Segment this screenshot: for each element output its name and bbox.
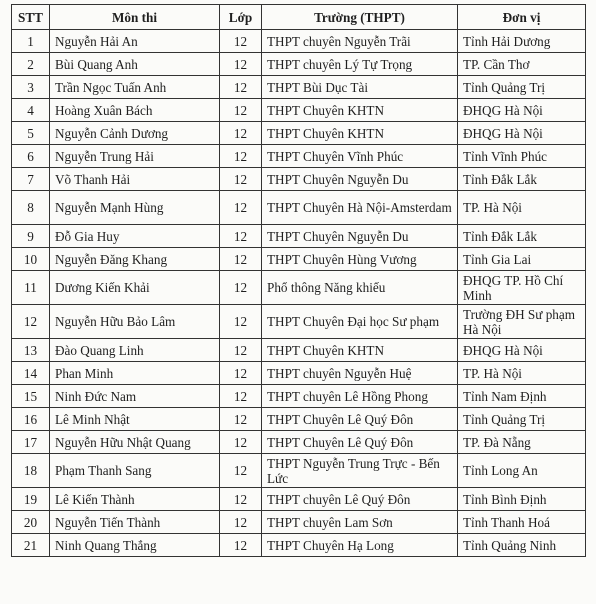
row-school: THPT Chuyên KHTN xyxy=(262,122,458,145)
row-school: THPT Nguyễn Trung Trực - Bến Lức xyxy=(262,454,458,488)
row-name: Lê Minh Nhật xyxy=(50,408,220,431)
header-don-vi: Đơn vị xyxy=(458,5,586,30)
row-lop: 12 xyxy=(220,76,262,99)
row-unit: Tỉnh Long An xyxy=(458,454,586,488)
table-row xyxy=(12,305,586,339)
table-row xyxy=(12,30,586,53)
row-name: Ninh Đức Nam xyxy=(50,385,220,408)
row-school: THPT Chuyên KHTN xyxy=(262,339,458,362)
row-lop: 12 xyxy=(220,145,262,168)
row-name: Nguyễn Hữu Nhật Quang xyxy=(50,431,220,454)
row-school: THPT chuyên Lê Quý Đôn xyxy=(262,488,458,511)
row-stt: 6 xyxy=(12,145,50,168)
row-stt: 7 xyxy=(12,168,50,191)
row-stt: 9 xyxy=(12,225,50,248)
table-row xyxy=(12,454,586,488)
table-row xyxy=(12,431,586,454)
row-lop: 12 xyxy=(220,534,262,557)
table-header-row xyxy=(12,5,586,30)
student-list-table xyxy=(11,4,586,557)
row-lop: 12 xyxy=(220,225,262,248)
row-name: Dương Kiến Khải xyxy=(50,271,220,305)
table-row xyxy=(12,122,586,145)
table-row xyxy=(12,99,586,122)
row-school: THPT Chuyên Lê Quý Đôn xyxy=(262,431,458,454)
row-name: Nguyễn Hữu Bảo Lâm xyxy=(50,305,220,339)
row-stt: 17 xyxy=(12,431,50,454)
row-lop: 12 xyxy=(220,408,262,431)
row-lop: 12 xyxy=(220,511,262,534)
row-stt: 18 xyxy=(12,454,50,488)
table-row xyxy=(12,511,586,534)
table-row xyxy=(12,385,586,408)
row-lop: 12 xyxy=(220,99,262,122)
row-school: THPT chuyên Lý Tự Trọng xyxy=(262,53,458,76)
row-stt: 4 xyxy=(12,99,50,122)
row-school: THPT Chuyên Vĩnh Phúc xyxy=(262,145,458,168)
row-school: THPT Chuyên Lê Quý Đôn xyxy=(262,408,458,431)
table-row xyxy=(12,488,586,511)
header-mon-thi: Môn thi xyxy=(50,5,220,30)
row-stt: 20 xyxy=(12,511,50,534)
row-lop: 12 xyxy=(220,271,262,305)
row-lop: 12 xyxy=(220,454,262,488)
row-unit: Trường ĐH Sư phạm Hà Nội xyxy=(458,305,586,339)
row-unit: ĐHQG Hà Nội xyxy=(458,122,586,145)
row-stt: 13 xyxy=(12,339,50,362)
row-name: Võ Thanh Hải xyxy=(50,168,220,191)
row-name: Trần Ngọc Tuấn Anh xyxy=(50,76,220,99)
row-school: THPT chuyên Lam Sơn xyxy=(262,511,458,534)
row-name: Ninh Quang Thắng xyxy=(50,534,220,557)
row-school: THPT Chuyên Hạ Long xyxy=(262,534,458,557)
row-name: Phạm Thanh Sang xyxy=(50,454,220,488)
row-stt: 21 xyxy=(12,534,50,557)
row-school: THPT Chuyên Đại học Sư phạm xyxy=(262,305,458,339)
table-row xyxy=(12,408,586,431)
row-unit: TP. Cần Thơ xyxy=(458,53,586,76)
row-lop: 12 xyxy=(220,362,262,385)
row-unit: TP. Đà Nẵng xyxy=(458,431,586,454)
table-row xyxy=(12,191,586,225)
row-name: Nguyễn Tiến Thành xyxy=(50,511,220,534)
row-stt: 10 xyxy=(12,248,50,271)
table-row xyxy=(12,534,586,557)
row-unit: Tỉnh Đắk Lắk xyxy=(458,168,586,191)
row-unit: Tỉnh Gia Lai xyxy=(458,248,586,271)
row-school: THPT chuyên Nguyễn Trãi xyxy=(262,30,458,53)
row-unit: ĐHQG Hà Nội xyxy=(458,99,586,122)
header-stt: STT xyxy=(12,5,50,30)
row-stt: 19 xyxy=(12,488,50,511)
row-lop: 12 xyxy=(220,53,262,76)
table-row xyxy=(12,362,586,385)
row-school: THPT chuyên Nguyễn Huệ xyxy=(262,362,458,385)
row-stt: 8 xyxy=(12,191,50,225)
row-unit: ĐHQG TP. Hồ Chí Minh xyxy=(458,271,586,305)
row-stt: 15 xyxy=(12,385,50,408)
row-unit: Tỉnh Bình Định xyxy=(458,488,586,511)
row-school: THPT chuyên Lê Hồng Phong xyxy=(262,385,458,408)
row-school: THPT Chuyên Nguyễn Du xyxy=(262,168,458,191)
row-lop: 12 xyxy=(220,122,262,145)
row-name: Bùi Quang Anh xyxy=(50,53,220,76)
header-lop: Lớp xyxy=(220,5,262,30)
row-lop: 12 xyxy=(220,488,262,511)
row-unit: Tỉnh Vĩnh Phúc xyxy=(458,145,586,168)
row-name: Đào Quang Linh xyxy=(50,339,220,362)
row-lop: 12 xyxy=(220,305,262,339)
row-stt: 2 xyxy=(12,53,50,76)
row-unit: Tỉnh Quảng Trị xyxy=(458,408,586,431)
row-unit: ĐHQG Hà Nội xyxy=(458,339,586,362)
row-lop: 12 xyxy=(220,385,262,408)
row-unit: TP. Hà Nội xyxy=(458,362,586,385)
row-unit: Tỉnh Quảng Trị xyxy=(458,76,586,99)
row-lop: 12 xyxy=(220,30,262,53)
row-name: Nguyễn Mạnh Hùng xyxy=(50,191,220,225)
row-name: Phan Minh xyxy=(50,362,220,385)
row-school: THPT Chuyên Hùng Vương xyxy=(262,248,458,271)
row-school: THPT Chuyên KHTN xyxy=(262,99,458,122)
row-unit: Tỉnh Đắk Lắk xyxy=(458,225,586,248)
row-lop: 12 xyxy=(220,431,262,454)
row-name: Hoàng Xuân Bách xyxy=(50,99,220,122)
row-unit: Tỉnh Hải Dương xyxy=(458,30,586,53)
row-lop: 12 xyxy=(220,339,262,362)
row-school: Phổ thông Năng khiếu xyxy=(262,271,458,305)
row-lop: 12 xyxy=(220,248,262,271)
row-name: Lê Kiến Thành xyxy=(50,488,220,511)
row-school: THPT Chuyên Nguyễn Du xyxy=(262,225,458,248)
table-row xyxy=(12,145,586,168)
row-stt: 14 xyxy=(12,362,50,385)
row-lop: 12 xyxy=(220,168,262,191)
table-row xyxy=(12,271,586,305)
row-stt: 11 xyxy=(12,271,50,305)
row-unit: Tỉnh Thanh Hoá xyxy=(458,511,586,534)
row-name: Nguyễn Cảnh Dương xyxy=(50,122,220,145)
table-row xyxy=(12,76,586,99)
row-unit: Tỉnh Quảng Ninh xyxy=(458,534,586,557)
row-name: Nguyễn Hải An xyxy=(50,30,220,53)
row-school: THPT Chuyên Hà Nội-Amsterdam xyxy=(262,191,458,225)
row-stt: 16 xyxy=(12,408,50,431)
row-stt: 3 xyxy=(12,76,50,99)
table-row xyxy=(12,248,586,271)
row-stt: 5 xyxy=(12,122,50,145)
row-stt: 1 xyxy=(12,30,50,53)
row-unit: TP. Hà Nội xyxy=(458,191,586,225)
row-name: Nguyễn Đăng Khang xyxy=(50,248,220,271)
row-lop: 12 xyxy=(220,191,262,225)
table-row xyxy=(12,225,586,248)
row-name: Đỗ Gia Huy xyxy=(50,225,220,248)
row-stt: 12 xyxy=(12,305,50,339)
row-school: THPT Bùi Dục Tài xyxy=(262,76,458,99)
table-row xyxy=(12,53,586,76)
header-truong: Trường (THPT) xyxy=(262,5,458,30)
row-name: Nguyễn Trung Hải xyxy=(50,145,220,168)
table-row xyxy=(12,168,586,191)
table-row xyxy=(12,339,586,362)
row-unit: Tỉnh Nam Định xyxy=(458,385,586,408)
